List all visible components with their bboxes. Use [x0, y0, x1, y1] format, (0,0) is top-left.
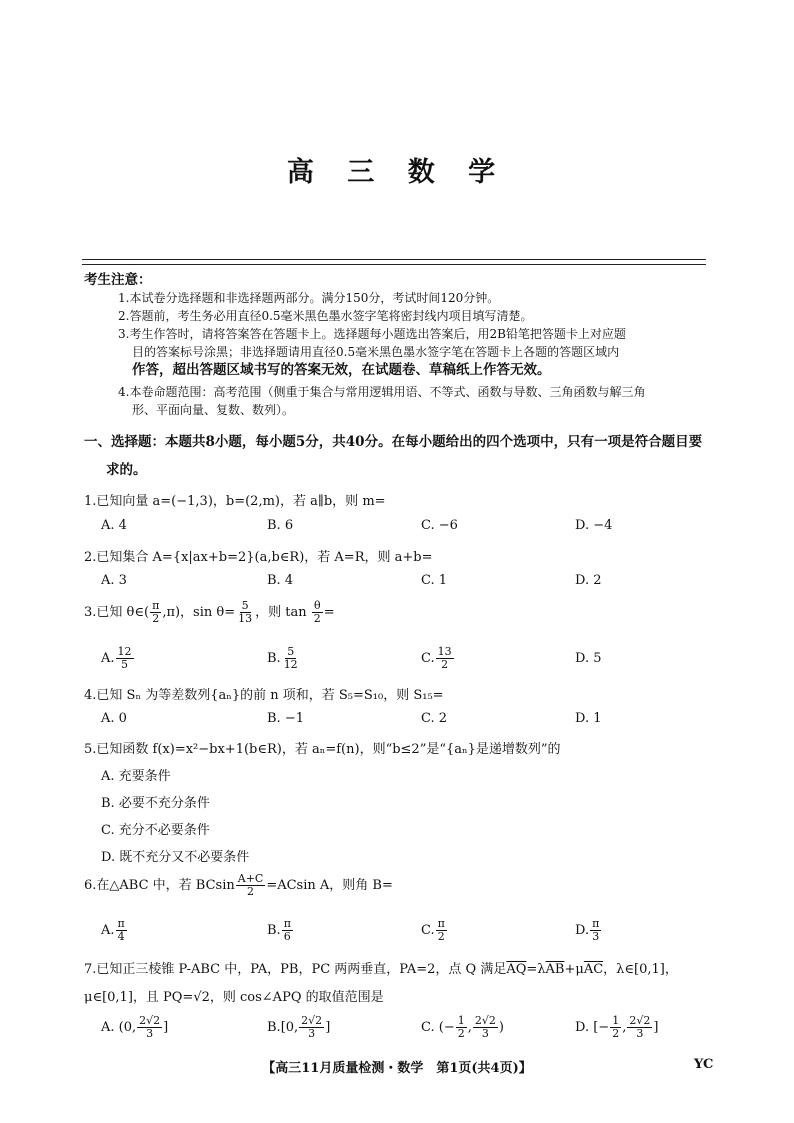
q3-fraction: [236, 600, 254, 625]
q2-option-a[interactable]: A. 3: [101, 573, 127, 588]
q3-fraction: [312, 600, 323, 625]
q7-vector: $\overline{AC}$: [583, 962, 604, 977]
frac-den: 3: [308, 1027, 316, 1040]
q2-option-d[interactable]: D. 2: [575, 573, 602, 588]
frac-num: 2√2: [629, 1014, 651, 1027]
section-heading-line: 求的。: [106, 462, 147, 478]
frac-num: 5: [287, 645, 295, 658]
q7-option-a[interactable]: [101, 1015, 168, 1040]
q3-option-c[interactable]: [421, 646, 455, 671]
notice-heading: 考生注意：: [84, 272, 152, 288]
option-text: ]: [653, 1020, 659, 1035]
q7-option-d[interactable]: [575, 1015, 658, 1040]
frac-den: 3: [592, 930, 600, 943]
option-fraction: [116, 646, 134, 671]
q5-option-c[interactable]: C. 充分不必要条件: [101, 823, 210, 838]
frac-num: 13: [437, 645, 452, 658]
question-7-stem-cont: μ∈[0,1]，且 PQ=√2，则 cos∠APQ 的取值范围是: [84, 990, 384, 1005]
frac-den: 2: [441, 658, 449, 671]
q7-stem-text: 7.已知正三棱锥 P-ABC 中，PA，PB，PC 两两垂直，PA=2，点 Q 满足: [84, 962, 507, 977]
frac-den: 3: [636, 1027, 644, 1040]
frac-den: 5: [121, 658, 129, 671]
frac-den: 2: [457, 1027, 465, 1040]
q4-option-a[interactable]: A. 0: [101, 711, 127, 726]
q6-fraction: [236, 873, 266, 898]
q6-stem-text: 6.在△ABC 中，若 BCsin: [84, 878, 235, 893]
question-5-stem: 5.已知函数 f(x)=x²−bx+1(b∈R)，若 aₙ=f(n)，则“b≤2”是“{aₙ}是递增数列”的: [84, 742, 561, 757]
frac-num: π: [283, 917, 291, 930]
option-text: (−: [438, 1020, 455, 1035]
q7-stem-text: ，λ∈[0,1]，: [603, 962, 678, 977]
frac-den: 3: [481, 1027, 489, 1040]
question-3-stem: [84, 600, 335, 625]
notice-list: [118, 289, 708, 419]
option-label: D.: [575, 1020, 590, 1035]
q3-option-b[interactable]: [267, 646, 301, 671]
q3-frac-num: π: [152, 599, 160, 612]
option-fraction: [436, 918, 447, 943]
frac-num: 12: [117, 645, 132, 658]
frac-num: 2√2: [474, 1014, 496, 1027]
option-label: C.: [421, 1020, 435, 1035]
q1-option-a[interactable]: A. 4: [101, 518, 127, 533]
q6-option-b[interactable]: [267, 918, 294, 943]
question-2-stem: 2.已知集合 A={x|ax+b=2}(a,b∈R)，若 A=R，则 a+b=: [84, 550, 433, 565]
option-label: C.: [421, 651, 435, 666]
q6-frac-den: 2: [247, 885, 255, 898]
question-1-stem: 1.已知向量 a=(−1,3)，b=(2,m)，若 a∥b，则 m=: [84, 494, 386, 509]
divider: [82, 259, 706, 260]
question-7-stem: [84, 958, 678, 977]
q3-stem-text: ,π)，sin θ=: [162, 605, 236, 620]
option-text: ,: [622, 1020, 627, 1035]
frac-num: 2√2: [139, 1014, 161, 1027]
q3-stem-text: ，则 tan: [255, 605, 307, 620]
frac-num: 2√2: [301, 1014, 323, 1027]
option-text: [0,: [280, 1020, 299, 1035]
option-fraction: [456, 1015, 467, 1040]
q3-frac-den: 2: [313, 612, 321, 625]
q4-option-b[interactable]: B. −1: [267, 711, 304, 726]
option-label: A.: [101, 651, 115, 666]
frac-den: 2: [612, 1027, 620, 1040]
option-label: B.: [267, 1020, 281, 1035]
notice-item-1: 1.本试卷分选择题和非选择题两部分。满分150分，考试时间120分钟。: [118, 291, 500, 305]
option-text: (0,: [118, 1020, 137, 1035]
q1-option-b[interactable]: B. 6: [267, 518, 294, 533]
q1-option-d[interactable]: D. −4: [575, 518, 613, 533]
option-label: B.: [267, 923, 281, 938]
q5-option-a[interactable]: A. 充要条件: [101, 769, 171, 784]
notice-item-3-cont: 目的答案标号涂黑；非选择题请用直径0.5毫米黑色墨水签字笔在答题卡上各题的答题区域内: [132, 345, 620, 359]
q4-option-d[interactable]: D. 1: [575, 711, 602, 726]
divider: [82, 264, 706, 265]
q3-frac-num: θ: [313, 599, 321, 612]
q7-vector: $\overline{AQ}$: [506, 962, 527, 977]
q7-stem-text: =λ: [526, 962, 546, 977]
option-fraction: [627, 1015, 652, 1040]
option-fraction: [610, 1015, 621, 1040]
option-fraction: [282, 646, 300, 671]
q2-option-b[interactable]: B. 4: [267, 573, 294, 588]
q4-option-c[interactable]: C. 2: [421, 711, 448, 726]
option-label: A.: [101, 1020, 115, 1035]
option-label: C.: [421, 923, 435, 938]
frac-num: π: [592, 917, 600, 930]
option-fraction: [473, 1015, 498, 1040]
frac-den: 6: [283, 930, 291, 943]
option-fraction: [299, 1015, 324, 1040]
frac-den: 3: [146, 1027, 154, 1040]
notice-item-4: 4.本卷命题范围：高考范围（侧重于集合与常用逻辑用语、不等式、函数与导数、三角函数与解三角: [118, 385, 646, 399]
page-title: 高 三 数 学: [286, 157, 508, 188]
q1-option-c[interactable]: C. −6: [421, 518, 458, 533]
q7-stem-text: +μ: [564, 962, 584, 977]
q7-vector: $\overline{AB}$: [545, 962, 565, 977]
q6-option-a[interactable]: [101, 918, 128, 943]
frac-num: π: [117, 917, 125, 930]
q6-option-c[interactable]: [421, 918, 448, 943]
option-label: B.: [267, 651, 281, 666]
footer-code: YC: [694, 1057, 714, 1072]
q3-stem-text: =: [323, 605, 335, 620]
question-6-stem: [84, 873, 393, 898]
q3-fraction: [150, 600, 161, 625]
option-text: ]: [163, 1020, 169, 1035]
frac-den: 4: [117, 930, 125, 943]
frac-num: 1: [612, 1014, 620, 1027]
option-fraction: [137, 1015, 162, 1040]
section-heading-line: 一、选择题：本题共8小题，每小题5分，共40分。在每小题给出的四个选项中，只有一项是符合题目要: [84, 434, 703, 450]
option-text: [−: [593, 1020, 610, 1035]
q6-frac-num: A+C: [237, 872, 264, 885]
q7-option-b[interactable]: [267, 1015, 330, 1040]
page-footer: 【高三11月质量检测・数学 第1页(共4页)】: [262, 1061, 532, 1076]
q5-option-b[interactable]: B. 必要不充分条件: [101, 796, 210, 811]
q3-stem-text: 3.已知 θ∈: [84, 605, 144, 620]
frac-den: 2: [437, 930, 445, 943]
option-fraction: [116, 918, 127, 943]
option-label: D.: [575, 923, 590, 938]
notice-item-4-cont: 形、平面向量、复数、数列）。: [132, 403, 295, 417]
notice-item-2: 2.答题前，考生务必用直径0.5毫米黑色墨水签字笔将密封线内项目填写清楚。: [118, 309, 533, 323]
option-fraction: [282, 918, 293, 943]
q6-stem-text: =ACsin A，则角 B=: [266, 878, 393, 893]
q5-option-d[interactable]: D. 既不充分又不必要条件: [101, 850, 250, 865]
q6-option-d[interactable]: [575, 918, 602, 943]
option-label: A.: [101, 923, 115, 938]
option-fraction: [590, 918, 601, 943]
q3-frac-den: 13: [238, 612, 253, 625]
q3-option-a[interactable]: [101, 646, 135, 671]
q3-option-d[interactable]: D. 5: [575, 651, 602, 666]
q3-frac-den: 2: [152, 612, 160, 625]
option-text: ,: [467, 1020, 472, 1035]
option-fraction: [436, 646, 454, 671]
q3-frac-num: 5: [241, 599, 249, 612]
q2-option-c[interactable]: C. 1: [421, 573, 448, 588]
frac-den: 12: [283, 658, 298, 671]
question-4-stem: 4.已知 Sₙ 为等差数列{aₙ}的前 n 项和，若 S₅=S₁₀，则 S₁₅=: [84, 688, 444, 703]
frac-num: π: [437, 917, 445, 930]
q3-paren: (: [144, 605, 150, 620]
section-heading: [84, 428, 714, 484]
notice-item-3-emphasis: 作答，超出答题区域书写的答案无效，在试题卷、草稿纸上作答无效。: [132, 362, 551, 378]
notice-item-3: 3.考生作答时，请将答案答在答题卡上。选择题每小题选出答案后，用2B铅笔把答题卡上对应题: [118, 327, 626, 341]
frac-num: 1: [457, 1014, 465, 1027]
q7-option-c[interactable]: [421, 1015, 504, 1040]
option-text: ]: [325, 1020, 331, 1035]
option-text: ): [498, 1020, 504, 1035]
